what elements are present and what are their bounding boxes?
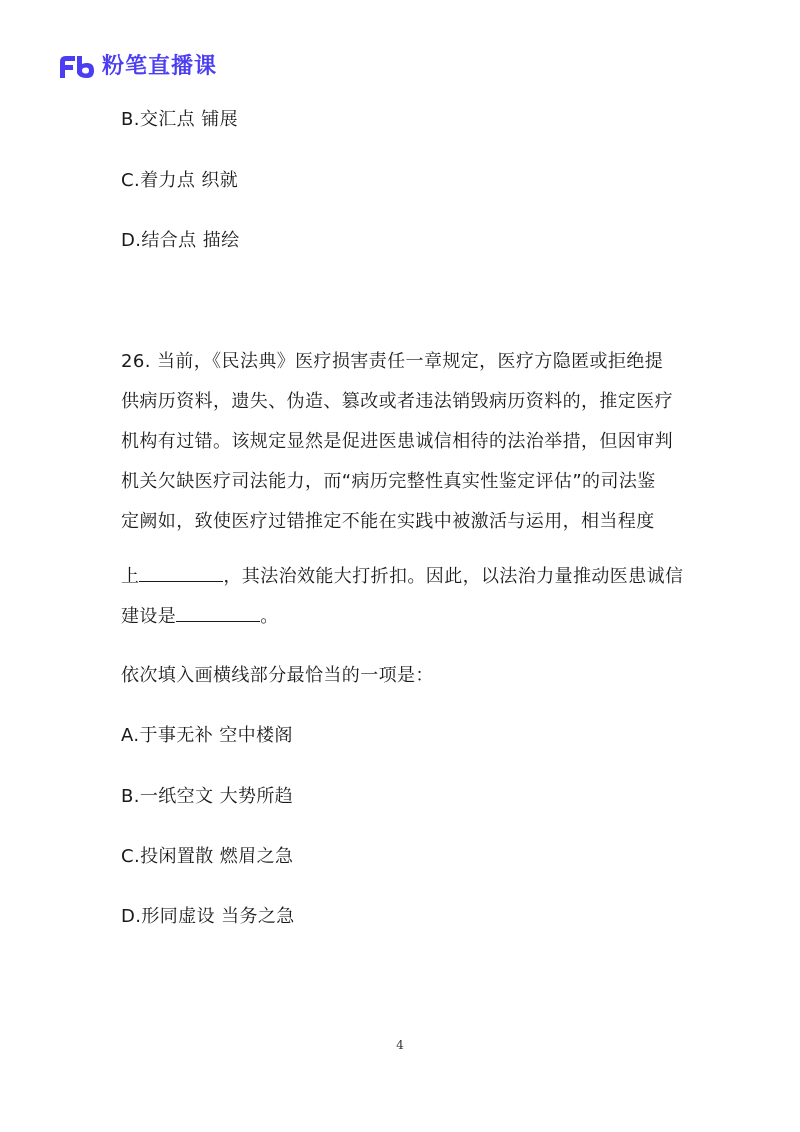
- fill-blank-2: [176, 603, 260, 622]
- question-line: 机构有过错。该规定显然是促进医患诚信相待的法治举措，但因审判: [121, 431, 673, 452]
- fill-blank-1: [139, 563, 223, 582]
- text-segment: 上: [121, 566, 140, 587]
- option-d: D.形同虚设 当务之急: [121, 906, 295, 927]
- question-prompt: 依次填入画横线部分最恰当的一项是：: [121, 665, 434, 686]
- question-line: 机关欠缺医疗司法能力，而“病历完整性真实性鉴定评估”的司法鉴: [121, 471, 656, 492]
- question-line: 定阙如，致使医疗过错推定不能在实践中被激活与运用，相当程度: [121, 511, 655, 532]
- question-line-with-blank-1: [121, 563, 683, 589]
- prev-option-c: C.着力点 织就: [121, 170, 239, 191]
- text-segment: ，其法治效能大打折扣。因此，以法治力量推动医患诚信: [223, 566, 684, 587]
- prev-option-b: B.交汇点 铺展: [121, 109, 238, 130]
- brand-name: 粉笔直播课: [102, 54, 218, 79]
- option-c: C.投闲置散 燃眉之急: [121, 846, 294, 867]
- question-line: 供病历资料，遗失、伪造、篡改或者违法销毁病历资料的，推定医疗: [121, 391, 673, 412]
- question-line: 26. 当前，《民法典》医疗损害责任一章规定，医疗方隐匿或拒绝提: [121, 351, 664, 372]
- page-number: 4: [396, 1038, 404, 1052]
- fb-logo-icon: [58, 54, 96, 80]
- brand-logo: [58, 52, 217, 82]
- text-segment: 建设是: [121, 606, 177, 627]
- text-segment: 。: [260, 606, 279, 627]
- option-a: A.于事无补 空中楼阁: [121, 725, 293, 746]
- option-b: B.一纸空文 大势所趋: [121, 786, 294, 807]
- prev-option-d: D.结合点 描绘: [121, 230, 240, 251]
- question-line-with-blank-2: [121, 603, 279, 629]
